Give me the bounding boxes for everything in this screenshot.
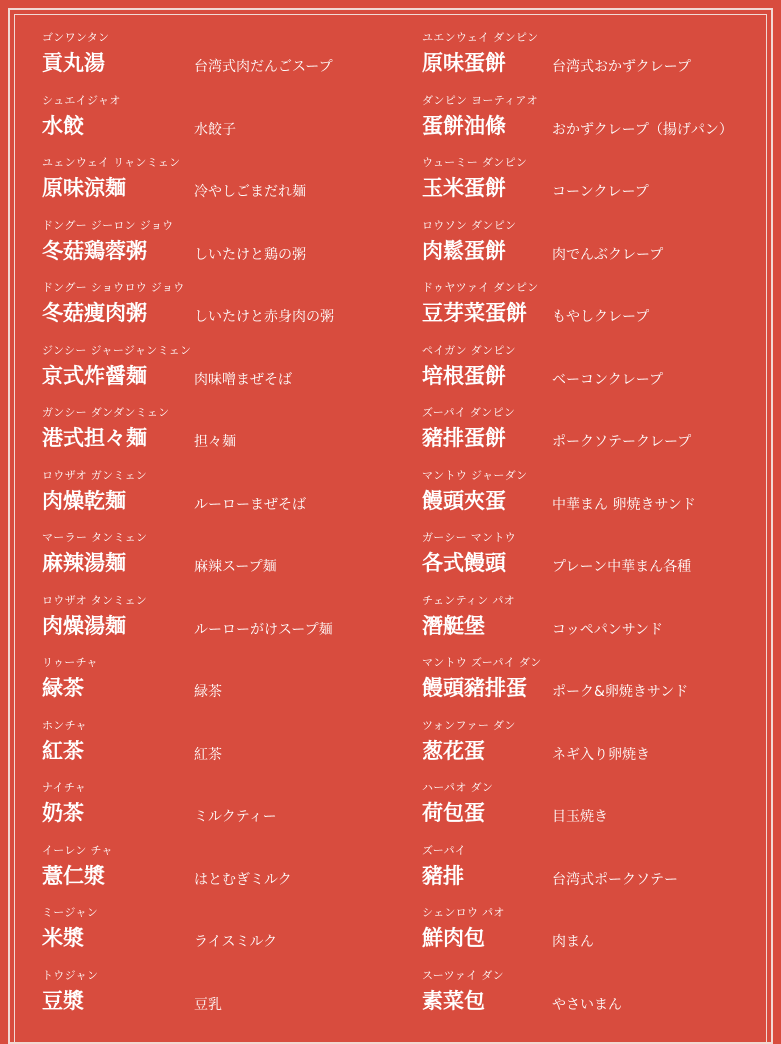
menu-item-reading: ドングー ジーロン ジョウ	[42, 218, 174, 232]
menu-item-reading: ドゥヤツァイ ダンピン	[422, 281, 539, 294]
menu-item	[42, 656, 412, 719]
menu-item	[422, 94, 781, 157]
menu-item-name: 港式担々麺	[42, 425, 147, 450]
menu-column-right	[422, 31, 781, 1031]
menu-item-description: 紅茶	[194, 746, 222, 763]
menu-item-name: 潛艇堡	[422, 612, 485, 638]
menu-item-name: 貢丸湯	[42, 50, 105, 75]
menu-column-left	[42, 31, 412, 1031]
menu-item-description: コーンクレープ	[552, 184, 649, 200]
menu-item	[42, 781, 412, 844]
menu-item-reading: シュエイジャオ	[42, 93, 121, 107]
menu-item-description: しいたけと赤身肉の粥	[194, 309, 334, 325]
menu-item-reading: リゥーチャ	[42, 656, 98, 669]
menu-item-reading: ゴンワンタン	[42, 31, 110, 44]
menu-item	[42, 594, 412, 657]
menu-item-name: 饅頭夾蛋	[422, 487, 506, 513]
menu-item-description: しいたけと鶏の粥	[194, 246, 306, 263]
menu-item-reading: シェンロウ パオ	[422, 906, 505, 919]
menu-item-reading: ペイガン ダンピン	[422, 343, 516, 357]
menu-item-reading: ロウザオ タンミェン	[42, 593, 148, 607]
menu-item	[422, 406, 781, 469]
menu-item	[422, 594, 781, 657]
menu-item-description: 肉でんぶクレープ	[552, 246, 664, 263]
menu-item-description: おかずクレープ（揚げパン）	[552, 121, 733, 138]
menu-item-reading: マーラー タンミェン	[42, 531, 148, 544]
menu-item	[42, 906, 412, 969]
menu-item	[422, 906, 781, 969]
menu-item-description: ポーク&卵焼きサンド	[552, 684, 689, 700]
menu-item-reading: ロウザオ ガンミェン	[42, 468, 148, 482]
menu-item-name: 麻辣湯麺	[42, 550, 126, 575]
menu-item	[422, 344, 781, 407]
menu-item-reading: ズーパイ	[422, 843, 467, 857]
menu-item	[42, 31, 412, 94]
menu-item	[42, 219, 412, 282]
menu-item-description: ルーローまぜそば	[194, 496, 306, 513]
menu-item-name: 素菜包	[422, 987, 485, 1013]
menu-item	[422, 719, 781, 782]
menu-item-name: 緑茶	[42, 675, 84, 700]
menu-item-name: 原味涼麺	[42, 175, 126, 200]
menu-item	[42, 281, 412, 344]
menu-item-name: 紅茶	[42, 737, 84, 763]
menu-item	[42, 344, 412, 407]
menu-item-description: ミルクティー	[194, 809, 277, 825]
menu-item	[422, 969, 781, 1032]
menu-item-description: 台湾式おかずクレープ	[552, 59, 691, 75]
menu-item-description: ライスミルク	[194, 934, 278, 950]
menu-item	[422, 281, 781, 344]
menu-item	[42, 469, 412, 532]
menu-item	[422, 531, 781, 594]
menu-item-reading: ホンチャ	[42, 718, 87, 732]
menu-item-reading: ガンシー ダンダンミェン	[42, 406, 170, 419]
menu-item	[422, 31, 781, 94]
menu-item-name: 鮮肉包	[422, 925, 485, 950]
menu-item-description: 台湾式肉だんごスープ	[194, 59, 333, 75]
menu-item-name: 荷包蛋	[422, 800, 485, 825]
menu-item	[422, 844, 781, 907]
menu-item-reading: ロウソン ダンピン	[422, 218, 517, 232]
menu-item-reading: ユェンウェイ リャンミェン	[42, 156, 181, 169]
menu-item-description: やさいまん	[552, 996, 622, 1013]
menu-item-description: 目玉焼き	[552, 809, 608, 825]
menu-item-reading: ジンシー ジャージャンミェン	[42, 343, 192, 357]
menu-item	[42, 94, 412, 157]
menu-item-description: 水餃子	[194, 121, 236, 138]
menu-item-reading: チェンティン パオ	[422, 593, 515, 607]
menu-item-reading: ナイチャ	[42, 781, 87, 794]
menu-item-reading: ドングー ショウロウ ジョウ	[42, 281, 185, 294]
menu-item-description: ネギ入り卵焼き	[552, 746, 650, 763]
menu-item-reading: イーレン チャ	[42, 843, 113, 857]
menu-item-name: 冬菇痩肉粥	[42, 300, 147, 325]
menu-item-description: はとむぎミルク	[194, 871, 292, 888]
menu-item-name: 奶茶	[42, 800, 84, 825]
menu-item-name: 原味蛋餅	[422, 50, 506, 75]
menu-item-name: 水餃	[42, 112, 84, 138]
menu-item	[422, 781, 781, 844]
menu-item-name: 豬排蛋餅	[422, 425, 506, 450]
menu-item-name: 肉燥乾麺	[42, 487, 126, 513]
menu-item	[42, 719, 412, 782]
menu-item-reading: ダンピン ヨーティアオ	[422, 93, 538, 107]
menu-item-name: 各式饅頭	[422, 550, 506, 575]
menu-item-description: コッペパンサンド	[552, 621, 664, 638]
menu-item-reading: スーツァイ ダン	[422, 968, 504, 982]
menu-item-name: 豆漿	[42, 987, 84, 1013]
menu-item-description: もやしクレープ	[552, 309, 650, 325]
menu-item-description: 麻辣スープ麺	[194, 559, 277, 575]
menu-item-name: 薏仁漿	[42, 862, 105, 888]
menu-item-name: 豆芽菜蛋餅	[422, 300, 527, 325]
menu-item-name: 冬菇鶏蓉粥	[42, 237, 147, 263]
menu-item-reading: ユエンウェイ ダンピン	[422, 31, 539, 44]
menu-item	[422, 656, 781, 719]
menu-item-description: 冷やしごまだれ麺	[194, 184, 306, 200]
menu-item-description: 中華まん 卵焼きサンド	[552, 496, 696, 513]
menu-item-reading: ハーパオ ダン	[422, 781, 494, 794]
menu-item-name: 肉燥湯麺	[42, 612, 126, 638]
menu-item-description: ルーローがけスープ麺	[194, 621, 333, 638]
menu-item-description: プレーン中華まん各種	[552, 559, 692, 575]
menu-item-reading: トウジャン	[42, 968, 99, 982]
menu-item	[42, 156, 412, 219]
menu-item	[42, 406, 412, 469]
menu-item-reading: ズーパイ ダンピン	[422, 406, 516, 419]
menu-item-reading: ウューミー ダンピン	[422, 156, 528, 169]
menu-item-name: 豬排	[422, 862, 464, 888]
menu-item-reading: マントウ ズーパイ ダン	[422, 656, 542, 669]
menu-item-reading: ガーシー マントウ	[422, 531, 516, 544]
menu-item	[422, 219, 781, 282]
menu-item-name: 葱花蛋	[422, 737, 485, 763]
menu-item-description: 肉味噌まぜそば	[194, 371, 292, 388]
menu-item	[422, 156, 781, 219]
menu-item-name: 肉鬆蛋餅	[422, 237, 506, 263]
menu-item-reading: マントウ ジャーダン	[422, 468, 528, 482]
menu-item-name: 培根蛋餅	[422, 362, 506, 388]
menu-item-description: 肉まん	[552, 934, 594, 950]
menu-item-description: 担々麺	[194, 434, 236, 450]
menu-item-name: 饅頭豬排蛋	[422, 675, 527, 700]
menu-item-name: 玉米蛋餅	[422, 175, 506, 200]
menu-item-description: 豆乳	[194, 996, 222, 1013]
menu-item-reading: ミージャン	[42, 906, 99, 919]
menu-item	[42, 844, 412, 907]
menu-item-name: 京式炸醤麺	[42, 362, 147, 388]
menu-item	[42, 969, 412, 1032]
menu-item-description: ポークソテークレープ	[552, 434, 692, 450]
menu-item-name: 米漿	[42, 925, 84, 950]
menu-item-name: 蛋餅油條	[422, 112, 506, 138]
menu-item-description: 台湾式ポークソテー	[552, 871, 678, 888]
menu-item	[42, 531, 412, 594]
menu-item-reading: ツォンファー ダン	[422, 718, 516, 732]
menu-item-description: ベーコンクレープ	[552, 371, 664, 388]
menu-item	[422, 469, 781, 532]
menu-item-description: 緑茶	[194, 684, 222, 700]
